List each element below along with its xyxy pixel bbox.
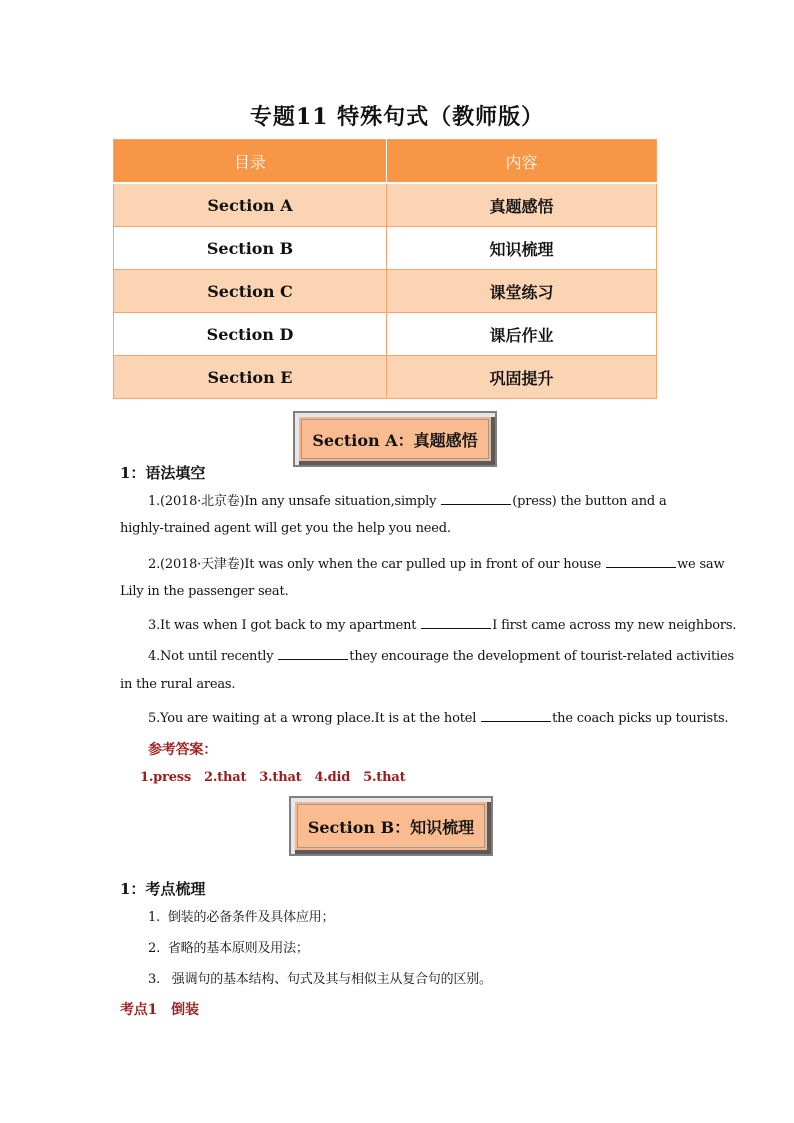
section-b-banner — [289, 796, 493, 856]
toc-content-cell: 课后作业 — [387, 313, 657, 356]
toc-content-cell: 真题感悟 — [387, 183, 657, 227]
answer-blank — [606, 554, 676, 568]
toc-content-cell: 知识梳理 — [387, 227, 657, 270]
section-a-banner-label: Section A：真题感悟 — [312, 430, 478, 450]
toc-header-content: 内容 — [387, 140, 657, 184]
point-heading: 考点1 倒装 — [120, 1002, 199, 1018]
toc-content-cell: 课堂练习 — [387, 270, 657, 313]
question-4-line-2: in the rural areas. — [120, 677, 236, 692]
toc-section-cell: Section A — [114, 183, 387, 227]
answer-blank — [481, 708, 551, 722]
answer-label: 参考答案： — [148, 742, 217, 758]
question-3-line: 3.It was when I got back to my apartment I first came across my new neighbors. — [148, 615, 736, 633]
answer-blank — [278, 646, 348, 660]
table-row — [114, 356, 657, 399]
section-b-heading: 1：考点梳理 — [120, 880, 206, 898]
list-item: 2. 省略的基本原则及用法； — [148, 941, 309, 956]
answer-blank — [421, 615, 491, 629]
toc-content-cell: 巩固提升 — [387, 356, 657, 399]
list-item: 1. 倒装的必备条件及具体应用； — [148, 910, 335, 925]
question-1-line-1: 1.(2018·北京卷)In any unsafe situation,simply (press) the button and a — [148, 490, 667, 509]
toc-section-cell: Section C — [114, 270, 387, 313]
section-b-banner-label: Section B：知识梳理 — [307, 817, 475, 837]
question-5-line: 5.You are waiting at a wrong place.It is at the hotel the coach picks up tourists. — [148, 708, 728, 726]
toc-header-row — [114, 140, 657, 184]
toc-section-cell: Section E — [114, 356, 387, 399]
table-row — [114, 313, 657, 356]
table-row — [114, 227, 657, 270]
question-1-line-2: highly-trained agent will get you the help you need. — [120, 521, 451, 536]
question-2-line-2: Lily in the passenger seat. — [120, 584, 289, 599]
answer-blank — [441, 491, 511, 505]
question-2-line-1: 2.(2018·天津卷)It was only when the car pulled up in front of our house we saw — [148, 553, 724, 572]
toc-header-catalog: 目录 — [114, 140, 387, 184]
toc-section-cell: Section B — [114, 227, 387, 270]
table-row — [114, 270, 657, 313]
question-4-line-1: 4.Not until recently they encourage the development of tourist-related activities — [148, 646, 734, 664]
section-a-banner — [293, 411, 497, 467]
page-title: 专题11 特殊句式（教师版） — [249, 104, 545, 130]
section-a-heading: 1：语法填空 — [120, 464, 206, 482]
answer-key: 1.press 2.that 3.that 4.did 5.that — [140, 770, 406, 785]
toc-table — [113, 139, 657, 399]
toc-section-cell: Section D — [114, 313, 387, 356]
list-item: 3. 强调句的基本结构、句式及其与相似主从复合句的区别。 — [148, 972, 492, 987]
table-row — [114, 183, 657, 227]
